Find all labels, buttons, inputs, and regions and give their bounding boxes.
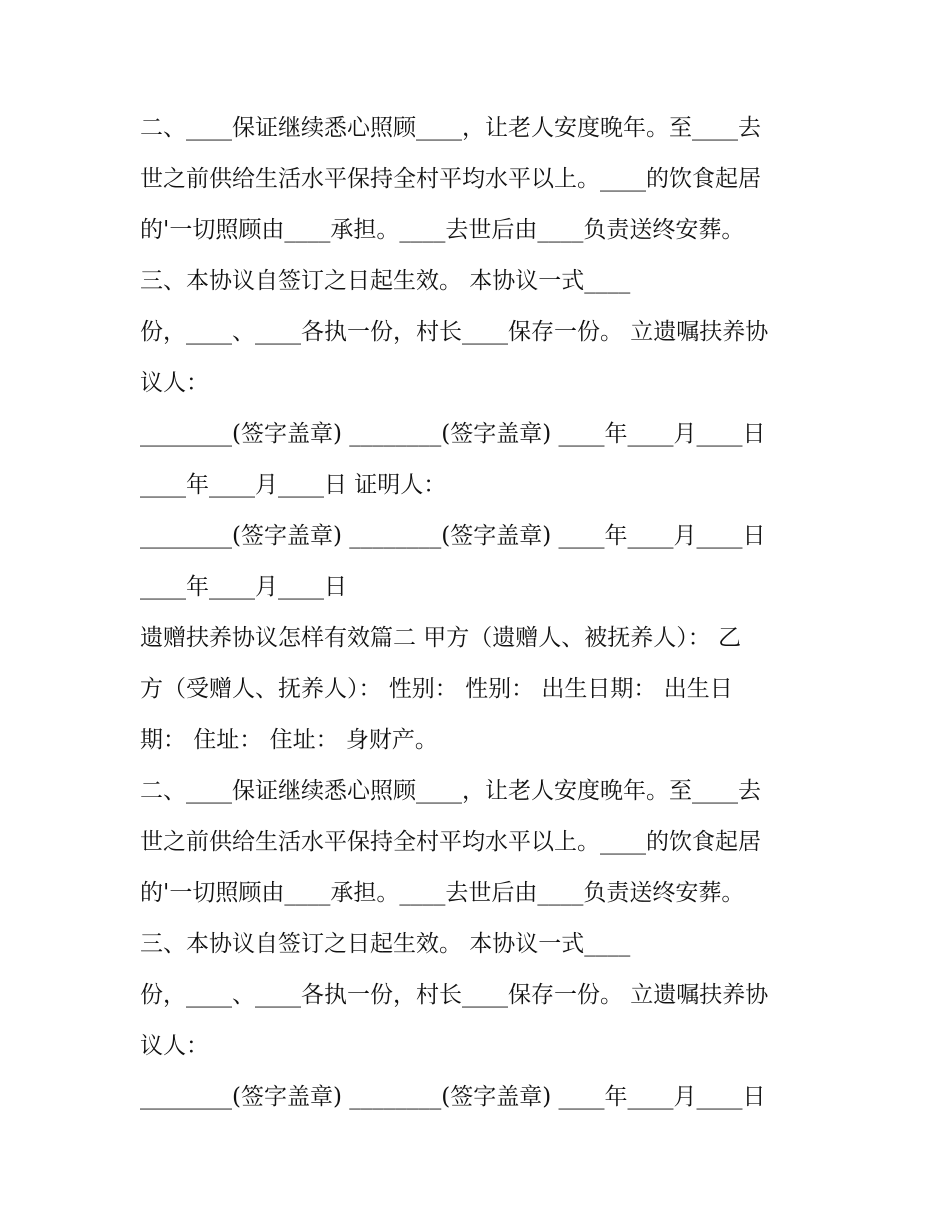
signature-line: ________(签字盖章) ________(签字盖章) ____年____月____日 (140, 1084, 766, 1110)
text-line: 二、____保证继续悉心照顾____，让老人安度晚年。至____去 (140, 778, 761, 804)
text-line: 世之前供给生活水平保持全村平均水平以上。____的饮食起居 (140, 829, 761, 855)
text-line: 的'一切照顾由____承担。____去世后由____负责送终安葬。 (140, 880, 745, 906)
text-line: 二、____保证继续悉心照顾____，让老人安度晚年。至____去 (140, 115, 761, 141)
document-body (140, 103, 812, 1123)
text-line: 议人： (140, 370, 209, 396)
signature-line: ________(签字盖章) ________(签字盖章) ____年____月____日 (140, 421, 766, 447)
section-heading-line: 遗赠扶养协议怎样有效篇二 甲方（遗赠人、被抚养人）： 乙 (140, 625, 742, 651)
text-line: 方（受赠人、抚养人）： 性别： 性别： 出生日期： 出生日 (140, 676, 733, 702)
date-witness-line: ____年____月____日 证明人： (140, 472, 447, 498)
text-line: 三、本协议自签订之日起生效。 本协议一式____ (140, 931, 631, 957)
signature-line: ________(签字盖章) ________(签字盖章) ____年____月____日 (140, 523, 766, 549)
text-line: 的'一切照顾由____承担。____去世后由____负责送终安葬。 (140, 217, 745, 243)
text-line: 三、本协议自签订之日起生效。 本协议一式____ (140, 268, 631, 294)
text-line: 份，____、____各执一份，村长____保存一份。 立遗嘱扶养协 (140, 319, 769, 345)
text-line: 期： 住址： 住址： 身财产。 (140, 727, 438, 753)
text-line: 世之前供给生活水平保持全村平均水平以上。____的饮食起居 (140, 166, 761, 192)
text-line: 份，____、____各执一份，村长____保存一份。 立遗嘱扶养协 (140, 982, 769, 1008)
date-line: ____年____月____日 (140, 574, 347, 600)
text-line: 议人： (140, 1033, 209, 1059)
